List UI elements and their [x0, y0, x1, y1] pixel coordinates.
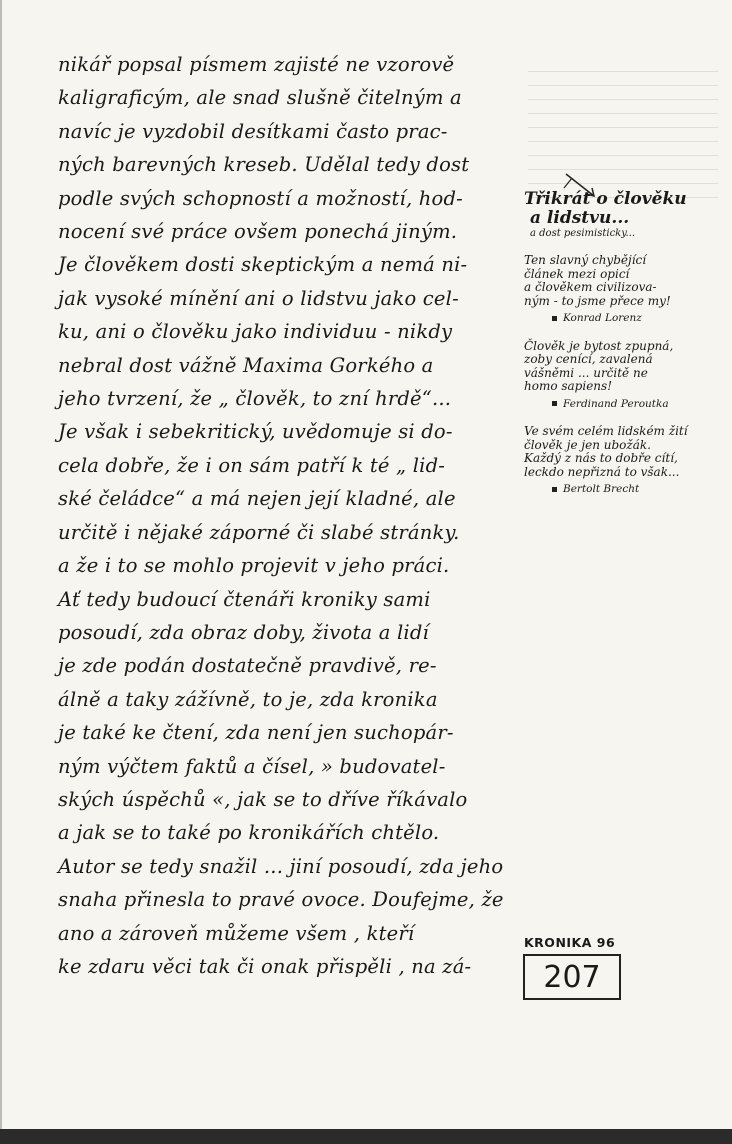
quote-line: Člověk je bytost zpupná,	[524, 338, 674, 353]
bullet-icon	[552, 316, 557, 321]
kronika-label: KRONIKA 96	[524, 935, 616, 950]
author-name: Bertolt Brecht	[563, 483, 640, 495]
text-line: nebral dost vážně Maxima Gorkého a	[58, 353, 434, 377]
text-line: navíc je vyzdobil desítkami často prac-	[58, 119, 448, 143]
author-name: Konrad Lorenz	[563, 312, 642, 324]
text-line: cela dobře, že i on sám patří k té „ lid-	[58, 453, 446, 477]
text-line: ano a zároveň můžeme všem , kteří	[58, 921, 415, 945]
page-number: 207	[523, 954, 621, 1000]
text-line: podle svých schopností a možností, hod-	[58, 186, 463, 210]
text-line: ku, ani o člověku jako individuu - nikdy	[58, 320, 453, 344]
page-edge	[0, 0, 2, 1144]
text-line: Je však i sebekritický, uvědomuje si do-	[58, 420, 453, 444]
text-line: ných barevných kreseb. Udělal tedy dost	[58, 153, 470, 177]
quote-line: ným - to jsme přece my!	[524, 293, 671, 308]
text-line: jeho tvrzení, že „ člověk, to zní hrdě“...	[58, 387, 452, 411]
quote-author	[552, 483, 724, 497]
sidebar-subtitle: a dost pesimisticky...	[530, 228, 636, 239]
text-line: ské čeládce“ a má nejen její kladné, ale	[58, 487, 456, 511]
quote-line: člověk je jen ubožák.	[524, 437, 651, 452]
sidebar-quotes	[524, 190, 724, 497]
text-line: Je člověkem dosti skeptickým a nemá ni-	[58, 253, 468, 277]
quote-line: leckdo nepřizná to však...	[524, 464, 680, 479]
text-line: a jak se to také po kronikářích chtělo.	[58, 821, 440, 845]
text-line: a že i to se mohlo projevit v jeho práci.	[58, 554, 450, 578]
text-line: Ať tedy budoucí čtenáři kroniky sami	[58, 587, 431, 611]
scan-bottom-edge	[0, 1129, 732, 1144]
quote-line: článek mezi opicí	[524, 266, 630, 281]
quote-line: Každý z nás to dobře cítí,	[524, 451, 678, 465]
main-handwritten-text	[58, 48, 518, 983]
sidebar-title-cont: a lidstvu...	[530, 208, 630, 228]
quote-line: Ten slavný chybějící	[524, 253, 647, 267]
text-line: je také ke čtení, zda není jen suchopár-	[58, 721, 454, 745]
text-line: ke zdaru věci tak či onak přispěli , na zá-	[58, 954, 472, 978]
text-line: snaha přinesla to pravé ovoce. Doufejme, že	[58, 888, 504, 912]
text-line: álně a taky zážívně, to je, zda kronika	[58, 687, 438, 711]
quote-author	[552, 398, 724, 412]
author-name: Ferdinand Peroutka	[563, 397, 669, 410]
text-line: nocení své práce ovšem ponechá jiným.	[58, 220, 458, 244]
quote-line: zoby cenící, zavalená	[524, 352, 653, 366]
quote-line: vášněmi ... určitě ne	[524, 365, 648, 380]
text-line: je zde podán dostatečně pravdivě, re-	[58, 654, 437, 678]
text-line: ských úspěchů «, jak se to dříve říkávalo	[58, 787, 468, 811]
text-line: ným výčtem faktů a čísel, » budovatel-	[58, 754, 446, 778]
bullet-icon	[552, 401, 557, 406]
quote-lorenz	[524, 254, 724, 326]
text-line: určitě i nějaké záporné či slabé stránky.	[58, 520, 460, 544]
quote-brecht	[524, 425, 724, 497]
text-line: posoudí, zda obraz doby, života a lidí	[58, 620, 429, 644]
show-through-text	[528, 62, 718, 202]
quote-line: homo sapiens!	[524, 379, 613, 393]
text-line: kaligraficým, ale snad slušně čitelným a	[58, 86, 462, 110]
sidebar-title: Třikrát o člověku	[524, 189, 687, 209]
quote-author	[552, 312, 724, 326]
quote-line: a člověkem civilizova-	[524, 280, 657, 294]
text-line: nikář popsal písmem zajisté ne vzorově	[58, 53, 455, 76]
text-line: Autor se tedy snažil ... jiní posoudí, zda jeho	[58, 854, 504, 878]
quote-line: Ve svém celém lidském žití	[524, 424, 688, 438]
text-line: jak vysoké mínění ani o lidstvu jako cel-	[58, 286, 459, 310]
quote-peroutka	[524, 340, 724, 412]
bullet-icon	[552, 487, 557, 492]
